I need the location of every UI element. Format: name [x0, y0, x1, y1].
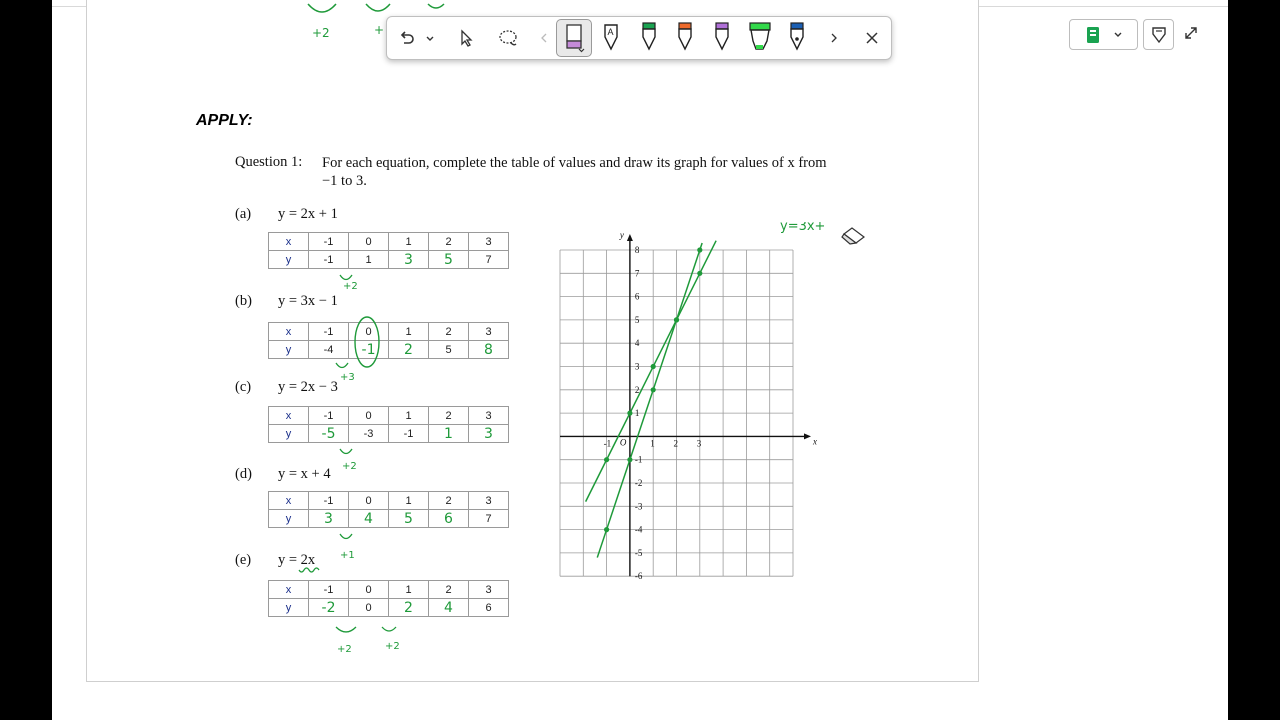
x-cell: -1: [309, 407, 349, 425]
arc-note-d: [336, 531, 366, 561]
x-cell: 0: [349, 407, 389, 425]
y-cell[interactable]: 7: [469, 510, 509, 528]
part-label-c: (c): [235, 379, 252, 395]
y-cell-handwritten[interactable]: 3: [309, 510, 349, 528]
x-header: x: [269, 323, 309, 341]
y-cell[interactable]: -1: [389, 425, 429, 443]
x-cell: 2: [429, 407, 469, 425]
y-header: y: [269, 599, 309, 617]
undo-icon[interactable]: [395, 23, 419, 53]
equation-a: y = 2x + 1: [278, 206, 338, 222]
y-tick-label: 1: [634, 408, 640, 419]
note-b: +3: [340, 372, 355, 383]
x-cell: -1: [309, 233, 349, 251]
y-cell[interactable]: -4: [309, 341, 349, 359]
top-note-1: +2: [312, 26, 330, 40]
origin-label: O: [619, 437, 627, 448]
x-cell: 3: [469, 233, 509, 251]
x-tick-label: 1: [650, 438, 655, 449]
y-cell-handwritten[interactable]: 2: [389, 341, 429, 359]
pen-icon: [1150, 25, 1168, 45]
y-axis-label: y: [619, 230, 624, 240]
x-cell: 2: [429, 581, 469, 599]
notebook-dropdown[interactable]: [1069, 19, 1138, 50]
x-cell: 0: [349, 323, 389, 341]
y-tick-label: 4: [634, 338, 640, 349]
y-cell-handwritten[interactable]: 3: [389, 251, 429, 269]
y-tick-label: 8: [634, 245, 640, 255]
chevron-down-icon: [1113, 30, 1123, 40]
question-text: For each equation, complete the table of values and draw its graph for values of x from −1 to 3.: [322, 155, 827, 189]
data-point: [697, 271, 702, 276]
note-a: +2: [343, 281, 358, 292]
note-c: +2: [342, 461, 357, 472]
expand-icon[interactable]: [1183, 25, 1199, 41]
arc-notes-e: [330, 624, 410, 656]
y-tick-label: -6: [634, 571, 643, 582]
x-cell: 3: [469, 581, 509, 599]
x-cell: 0: [349, 492, 389, 510]
equation-c: y = 2x − 3: [278, 379, 338, 395]
y-cell-handwritten[interactable]: -2: [309, 599, 349, 617]
y-tick-label: 2: [634, 384, 640, 395]
y-cell-handwritten[interactable]: -5: [309, 425, 349, 443]
y-cell[interactable]: -3: [349, 425, 389, 443]
chevron-down-icon[interactable]: [423, 23, 437, 53]
x-tick-label: -1: [603, 438, 612, 449]
values-table-d: [268, 491, 509, 528]
x-cell: 0: [349, 581, 389, 599]
lasso-icon[interactable]: [495, 23, 521, 53]
pointer-icon[interactable]: [455, 23, 477, 53]
section-title: APPLY:: [196, 112, 253, 129]
part-label-d: (d): [235, 466, 252, 482]
note-e: +2: [337, 644, 352, 655]
y-tick-label: 5: [634, 314, 640, 325]
x-cell: 2: [429, 323, 469, 341]
part-label-a: (a): [235, 206, 252, 222]
part-label-b: (b): [235, 293, 252, 309]
x-header: x: [269, 492, 309, 510]
arc-note-a: [336, 272, 366, 294]
y-cell[interactable]: 0: [349, 599, 389, 617]
x-cell: 1: [389, 233, 429, 251]
y-tick-label: 6: [634, 291, 640, 302]
y-cell-handwritten[interactable]: 3: [469, 425, 509, 443]
x-cell: 1: [389, 492, 429, 510]
data-point: [604, 457, 609, 462]
y-cell-handwritten[interactable]: 2: [389, 599, 429, 617]
y-cell-handwritten[interactable]: 4: [349, 510, 389, 528]
part-label-e: (e): [235, 552, 252, 568]
y-header: y: [269, 510, 309, 528]
text-pen-icon[interactable]: [599, 19, 623, 55]
y-tick-label: 3: [634, 361, 640, 372]
values-table-e: [268, 580, 509, 617]
green-highlighter-icon[interactable]: [745, 19, 775, 55]
x-cell: 3: [469, 492, 509, 510]
circle-note-b: [330, 316, 390, 386]
y-tick-label: -5: [634, 547, 643, 558]
chevron-right-icon[interactable]: [827, 23, 841, 53]
eraser-cursor-icon: [838, 224, 868, 248]
x-cell: 2: [429, 492, 469, 510]
data-point: [627, 411, 632, 416]
notebook-icon: [1084, 26, 1102, 44]
data-point: [674, 317, 679, 322]
x-cell: -1: [309, 581, 349, 599]
data-point: [697, 247, 702, 252]
data-point: [627, 457, 632, 462]
data-point: [651, 387, 656, 392]
y-cell-handwritten[interactable]: 5: [429, 251, 469, 269]
graph-annotation: y=3x+: [780, 222, 826, 234]
y-header: y: [269, 341, 309, 359]
question-label: Question 1:: [235, 154, 303, 170]
graph-grid: [560, 250, 793, 576]
y-cell[interactable]: -1: [309, 251, 349, 269]
x-axis-arrow: [804, 433, 811, 439]
y-header: y: [269, 425, 309, 443]
y-cell[interactable]: 7: [469, 251, 509, 269]
y-tick-label: -1: [634, 454, 643, 465]
y-cell-handwritten[interactable]: 8: [469, 341, 509, 359]
y-cell[interactable]: 6: [469, 599, 509, 617]
values-table-a: [268, 232, 509, 269]
arc-note-c: [336, 446, 366, 474]
chevron-left-icon[interactable]: [537, 23, 551, 53]
note-d: +1: [340, 550, 355, 561]
x-tick-label: 3: [696, 438, 702, 449]
series-line: [586, 241, 716, 502]
ink-tools-button[interactable]: [1143, 19, 1174, 50]
x-cell: 1: [389, 581, 429, 599]
x-tick-label: 2: [673, 438, 678, 449]
y-tick-label: -3: [634, 501, 643, 512]
x-cell: 3: [469, 407, 509, 425]
x-cell: 1: [389, 407, 429, 425]
eraser-icon[interactable]: [556, 19, 592, 57]
y-tick-label: 7: [634, 268, 640, 279]
orange-pen-icon[interactable]: [673, 19, 697, 55]
data-point: [604, 527, 609, 532]
y-cell-handwritten[interactable]: 6: [429, 510, 469, 528]
y-tick-label: -2: [634, 478, 643, 488]
blue-pen-icon[interactable]: [785, 19, 809, 55]
x-axis-label: x: [813, 436, 817, 447]
annotation-toolbar: [386, 16, 892, 60]
squiggle-underline: [298, 567, 320, 575]
y-axis-arrow: [627, 234, 633, 241]
x-header: x: [269, 233, 309, 251]
graph-lines: [586, 241, 716, 558]
note-e2: +2: [385, 641, 400, 652]
x-cell: 2: [429, 233, 469, 251]
x-cell: 3: [469, 323, 509, 341]
close-icon[interactable]: [861, 23, 883, 53]
y-header: y: [269, 251, 309, 269]
x-cell: -1: [309, 492, 349, 510]
values-table-c: [268, 406, 509, 443]
y-cell-handwritten[interactable]: -1: [349, 341, 389, 359]
y-cell[interactable]: 5: [429, 341, 469, 359]
y-tick-label: -4: [634, 524, 643, 535]
purple-pen-icon[interactable]: [710, 19, 734, 55]
equation-e: y = 2x: [278, 552, 316, 568]
y-cell-handwritten[interactable]: 5: [389, 510, 429, 528]
x-cell: 0: [349, 233, 389, 251]
data-point: [651, 364, 656, 369]
equation-b: y = 3x − 1: [278, 293, 338, 309]
x-header: x: [269, 407, 309, 425]
coordinate-graph[interactable]: [540, 222, 870, 592]
y-cell-handwritten[interactable]: 4: [429, 599, 469, 617]
series-line: [597, 243, 702, 558]
svg-text:A: A: [607, 27, 614, 37]
x-cell: -1: [309, 323, 349, 341]
green-pen-icon[interactable]: [637, 19, 661, 55]
equation-d: y = x + 4: [278, 466, 331, 482]
top-note-2: +: [374, 23, 385, 37]
y-cell[interactable]: 1: [349, 251, 389, 269]
x-header: x: [269, 581, 309, 599]
x-cell: 1: [389, 323, 429, 341]
y-cell-handwritten[interactable]: 1: [429, 425, 469, 443]
